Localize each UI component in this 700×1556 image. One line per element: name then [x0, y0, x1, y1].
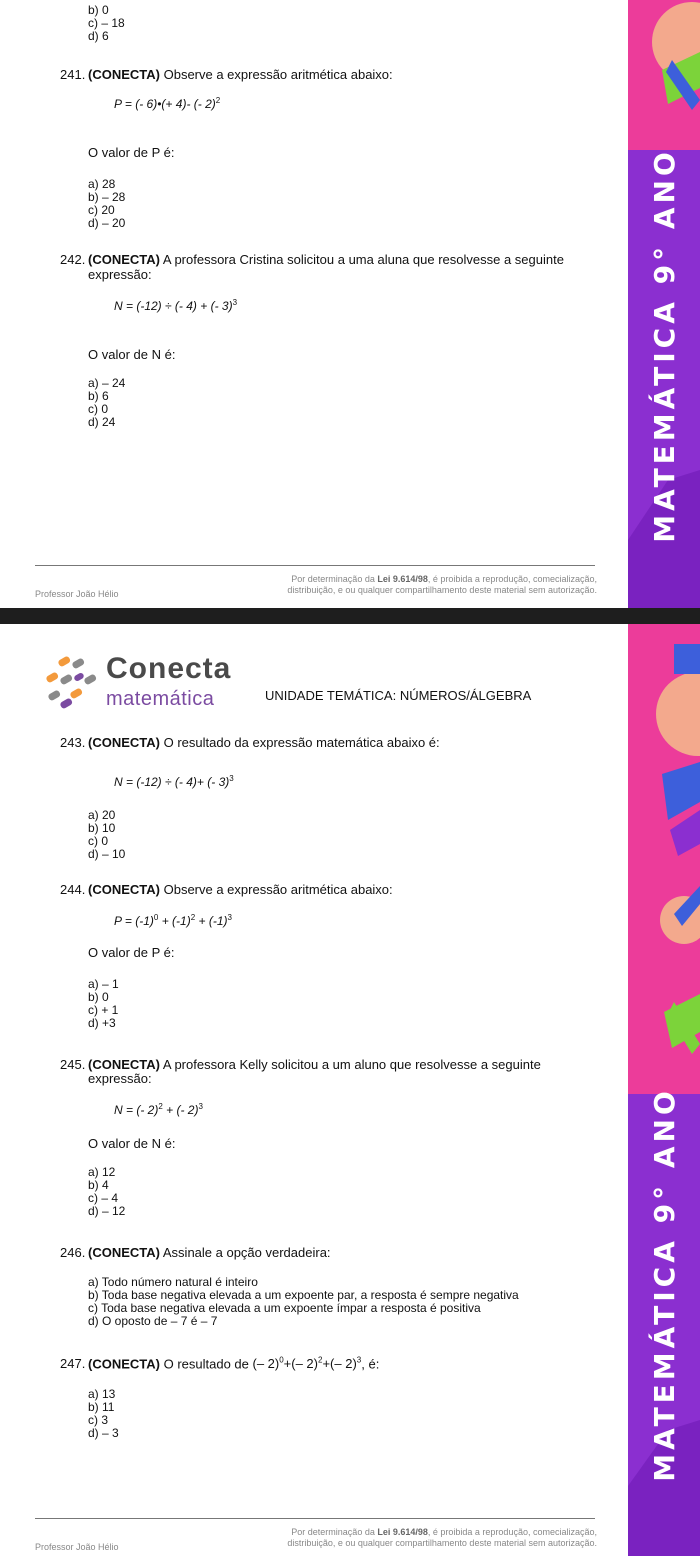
- option-c: c) Toda base negativa elevada a um expoente ímpar a resposta é positiva: [88, 1301, 481, 1315]
- expression-exponent: 2: [190, 913, 196, 922]
- options-241: [88, 178, 125, 230]
- prompt-244: O valor de P é:: [88, 945, 175, 960]
- question-number: 247.: [60, 1356, 86, 1371]
- question-241: [60, 67, 608, 82]
- logo-word-matematica: matemática: [106, 688, 215, 710]
- option-b: b) 11: [88, 1400, 115, 1414]
- page-2: [0, 624, 700, 1556]
- expression-term: +(– 2): [283, 1356, 318, 1372]
- options-246: [88, 1276, 519, 1328]
- question-246: [60, 1245, 608, 1260]
- option-c: c) + 1: [88, 1003, 119, 1017]
- question-source: (CONECTA): [88, 67, 160, 82]
- options-244: [88, 978, 119, 1030]
- expression-exponent: 3: [198, 1102, 203, 1111]
- option-c: c) 20: [88, 203, 115, 217]
- legal-law: Lei 9.614/98: [377, 1527, 428, 1537]
- option-b: b) 4: [88, 1178, 109, 1192]
- question-243: [60, 735, 608, 750]
- thematic-unit: UNIDADE TEMÁTICA: NÚMEROS/ÁLGEBRA: [265, 688, 532, 703]
- option-d: d) 6: [88, 29, 109, 43]
- option-d: d) O oposto de – 7 é – 7: [88, 1314, 218, 1328]
- previous-question-options: [88, 4, 125, 43]
- expression-244: [114, 913, 232, 928]
- legal-text: distribuição, e ou qualquer compartilhamento deste material sem autorização.: [287, 585, 597, 595]
- expression-exponent: 3: [356, 1356, 362, 1365]
- footer-legal: [177, 574, 597, 596]
- expression-term: (– 2): [252, 1356, 280, 1372]
- option-c: c) – 18: [88, 16, 125, 30]
- footer-legal: [177, 1527, 597, 1549]
- legal-text: , é proibida a reprodução, comecialização,: [427, 1527, 597, 1537]
- option-a: a) – 24: [88, 376, 126, 390]
- question-text-tail: , é:: [361, 1356, 380, 1372]
- prompt-245: O valor de N é:: [88, 1136, 176, 1151]
- question-text: A professora Kelly solicitou a um aluno que resolvesse a seguinte expressão:: [88, 1057, 541, 1086]
- question-text: Observe a expressão aritmética abaixo:: [159, 882, 393, 897]
- option-d: d) – 12: [88, 1204, 126, 1218]
- option-b: b) – 28: [88, 190, 126, 204]
- legal-text: Por determinação da: [291, 574, 378, 584]
- legal-law: Lei 9.614/98: [377, 574, 428, 584]
- expression-242: [114, 298, 237, 313]
- option-b: b) 6: [88, 389, 109, 403]
- question-242: [60, 252, 608, 282]
- footer-author: Professor João Hélio: [35, 589, 119, 599]
- option-b: b) 10: [88, 821, 116, 835]
- page-1: [0, 0, 700, 608]
- expression-exponent: 0: [153, 913, 159, 922]
- legal-text: distribuição, e ou qualquer compartilhamento deste material sem autorização.: [287, 1538, 597, 1548]
- question-number: 244.: [60, 882, 86, 897]
- options-245: [88, 1166, 125, 1218]
- expression-exponent: 2: [158, 1102, 163, 1111]
- option-d: d) 24: [88, 415, 116, 429]
- decorative-side-band: [628, 0, 700, 608]
- footer-divider: [35, 1518, 595, 1519]
- expression-exponent: 3: [232, 298, 238, 307]
- logo-word-conecta: Conecta: [106, 652, 232, 685]
- option-b: b) 0: [88, 990, 109, 1004]
- conecta-logo: [40, 652, 240, 716]
- expression-term: P = (-1): [114, 914, 154, 928]
- expression-exponent: 3: [227, 913, 232, 922]
- expression-term: + (- 2): [162, 1103, 199, 1117]
- option-a: a) Todo número natural é inteiro: [88, 1275, 258, 1289]
- option-b: b) 0: [88, 3, 109, 17]
- question-text: Assinale a opção verdadeira:: [159, 1245, 331, 1260]
- expression-exponent: 2: [215, 96, 221, 105]
- expression-term: + (-1): [195, 914, 228, 928]
- question-text: Observe a expressão aritmética abaixo:: [159, 67, 393, 82]
- option-d: d) – 3: [88, 1426, 119, 1440]
- expression-exponent: 0: [279, 1356, 284, 1365]
- prompt-242: O valor de N é:: [88, 347, 176, 362]
- option-d: d) – 20: [88, 216, 126, 230]
- option-a: a) 12: [88, 1165, 116, 1179]
- options-247: [88, 1388, 119, 1440]
- options-242: [88, 377, 125, 429]
- expression-base: N = (-12) ÷ (- 4)+ (- 3): [114, 775, 230, 789]
- band-label: [628, 1086, 700, 1482]
- question-text: O resultado da expressão matemática abaixo é:: [159, 735, 440, 750]
- expression-exponent: 3: [229, 774, 234, 783]
- option-c: c) – 4: [88, 1191, 119, 1205]
- band-label-text: MATEMÁTICA 9° ANO: [647, 1086, 681, 1482]
- option-b: b) Toda base negativa elevada a um expoente par, a resposta é sempre negativa: [88, 1288, 519, 1302]
- question-number: 243.: [60, 735, 86, 750]
- footer-divider: [35, 565, 595, 566]
- question-244: [60, 882, 608, 897]
- expression-term: +(– 2): [322, 1356, 357, 1372]
- decorative-side-band: [628, 624, 700, 1556]
- band-label-text: MATEMÁTICA 9° ANO: [647, 147, 681, 543]
- question-247: [60, 1356, 608, 1372]
- option-c: c) 0: [88, 402, 109, 416]
- legal-text: , é proibida a reprodução, comecialização,: [427, 574, 597, 584]
- logo-icon: [40, 652, 104, 716]
- question-text: O resultado de: [159, 1356, 253, 1372]
- question-text: A professora Cristina solicitou a uma aluna que resolvesse a seguinte expressão:: [88, 252, 564, 282]
- option-a: a) 28: [88, 177, 116, 191]
- expression-245: [114, 1102, 203, 1117]
- expression-exponent: 2: [318, 1356, 323, 1365]
- question-number: 241.: [60, 67, 86, 82]
- band-label: [628, 147, 700, 543]
- question-number: 242.: [60, 252, 86, 267]
- question-number: 246.: [60, 1245, 86, 1260]
- question-source: (CONECTA): [88, 1057, 160, 1072]
- expression-base: P = (- 6)•(+ 4)- (- 2): [114, 97, 216, 111]
- question-number: 245.: [60, 1057, 86, 1072]
- option-c: c) 3: [88, 1413, 109, 1427]
- expression-term: + (-1): [158, 914, 191, 928]
- question-245: [60, 1057, 608, 1086]
- prompt-241: O valor de P é:: [88, 145, 175, 160]
- option-a: a) – 1: [88, 977, 119, 991]
- question-source: (CONECTA): [88, 252, 160, 267]
- option-a: a) 13: [88, 1387, 116, 1401]
- expression-241: [114, 96, 220, 111]
- question-source: (CONECTA): [88, 735, 160, 750]
- option-a: a) 20: [88, 808, 116, 822]
- option-c: c) 0: [88, 834, 109, 848]
- footer-author: Professor João Hélio: [35, 1542, 119, 1552]
- option-d: d) +3: [88, 1016, 116, 1030]
- options-243: [88, 809, 125, 861]
- inline-expression-247: [252, 1356, 361, 1371]
- question-source: (CONECTA): [88, 1245, 160, 1260]
- legal-text: Por determinação da: [291, 1527, 378, 1537]
- expression-243: [114, 774, 234, 789]
- expression-base: N = (-12) ÷ (- 4) + (- 3): [114, 299, 233, 313]
- question-source: (CONECTA): [88, 1356, 160, 1372]
- question-source: (CONECTA): [88, 882, 160, 897]
- option-d: d) – 10: [88, 847, 126, 861]
- expression-term: N = (- 2): [114, 1103, 159, 1117]
